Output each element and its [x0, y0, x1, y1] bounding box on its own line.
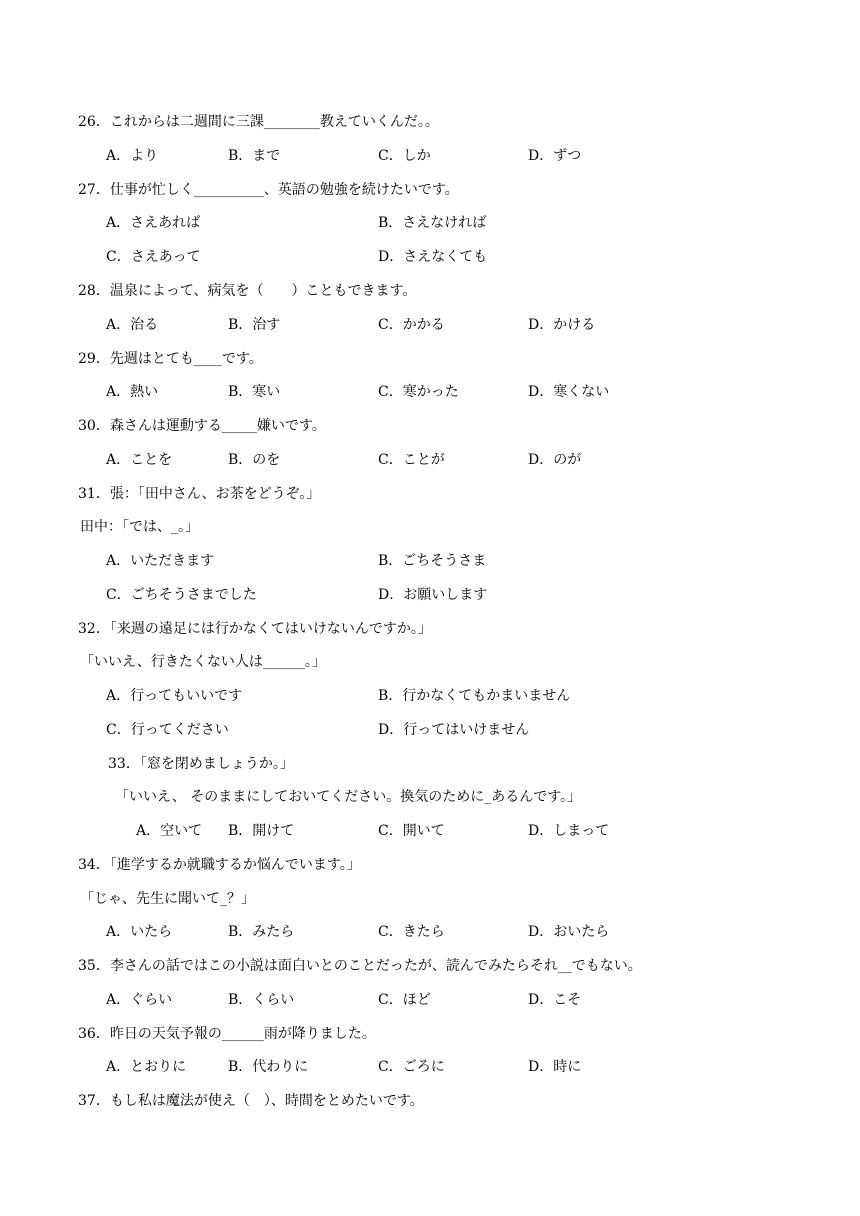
option-a: A．空いて [136, 823, 203, 839]
question-31-reply: 田中：「では、_。」 [80, 519, 199, 535]
option-c: C．さえあって [106, 249, 201, 265]
question-32-reply: 「いいえ、行きたくない人は______。」 [80, 654, 326, 670]
option-d: D．行ってはいけません [378, 722, 530, 738]
option-c: C．ごろに [378, 1059, 445, 1075]
option-c: C．寒かった [378, 384, 459, 400]
option-a: A．とおりに [106, 1059, 187, 1075]
option-a: A．いたら [106, 924, 173, 940]
option-c: C．行ってください [106, 722, 229, 738]
option-b: B．まで [228, 148, 281, 164]
option-d: D．のが [528, 452, 582, 468]
option-c: C．開いて [378, 823, 445, 839]
option-a: A．ぐらい [106, 992, 173, 1008]
option-d: D．お願いします [378, 587, 488, 603]
question-36-stem: 36．昨日の天気予報の______雨が降りました。 [78, 1026, 376, 1042]
option-b: B．くらい [228, 992, 295, 1008]
option-b: B．寒い [228, 384, 281, 400]
option-a: A．ことを [106, 452, 173, 468]
question-33-reply: 「いいえ、 そのままにしておいてください。換気のために_あるんです。」 [115, 789, 582, 805]
option-d: D．さえなくても [378, 249, 488, 265]
question-26-stem: 26．これからは二週間に三課________教えていくんだ。。 [78, 114, 439, 130]
question-30-stem: 30．森さんは運動する_____嫌いです。 [78, 418, 326, 434]
option-a: A．行ってもいいです [106, 688, 243, 704]
question-32-stem: 32．「来週の遠足には行かなくてはいけないんですか。」 [78, 621, 432, 637]
option-b: B．さえなければ [378, 215, 487, 231]
option-a: A．いただきます [106, 553, 215, 569]
option-d: D．こそ [528, 992, 582, 1008]
option-a: A．治る [106, 317, 159, 333]
question-28-stem: 28．温泉によって、病気を（ ）こともできます。 [78, 283, 417, 299]
option-d: D．寒くない [528, 384, 610, 400]
option-a: A．熱い [106, 384, 159, 400]
question-33-stem: 33．「窓を閉めましょうか。」 [108, 756, 294, 772]
question-34-stem: 34．「進学するか就職するか悩んでいます。」 [78, 857, 361, 873]
option-c: C．ごちそうさまでした [106, 587, 257, 603]
option-b: B．行かなくてもかまいません [378, 688, 571, 704]
question-34-reply: 「じゃ、先生に聞いて_？」 [80, 891, 255, 907]
option-d: D．かける [528, 317, 596, 333]
option-c: C．しか [378, 148, 431, 164]
question-27-stem: 27．仕事が忙しく__________、英語の勉強を続けたいです。 [78, 182, 459, 198]
option-b: B．ごちそうさま [378, 553, 487, 569]
option-a: A．さえあれば [106, 215, 201, 231]
question-29-stem: 29．先週はとても____です。 [78, 351, 263, 367]
option-b: B．みたら [228, 924, 295, 940]
option-a: A．より [106, 148, 159, 164]
option-b: B．開けて [228, 823, 295, 839]
option-c: C．ことが [378, 452, 445, 468]
option-c: C．かかる [378, 317, 445, 333]
option-d: D．時に [528, 1059, 582, 1075]
option-c: C．ほど [378, 992, 431, 1008]
option-d: D．おいたら [528, 924, 610, 940]
question-35-stem: 35．李さんの話ではこの小説は面白いとのことだったが、読んでみたらそれ__でもない。 [78, 958, 642, 974]
option-d: D．ずつ [528, 148, 582, 164]
option-b: B．代わりに [228, 1059, 309, 1075]
option-c: C．きたら [378, 924, 445, 940]
option-b: B．治す [228, 317, 281, 333]
question-31-stem: 31．張：「田中さん、お茶をどうぞ。」 [78, 486, 321, 502]
question-37-stem: 37．もし私は魔法が使え（ ）、時間をとめたいです。 [78, 1093, 424, 1109]
option-b: B．のを [228, 452, 281, 468]
option-d: D．しまって [528, 823, 610, 839]
